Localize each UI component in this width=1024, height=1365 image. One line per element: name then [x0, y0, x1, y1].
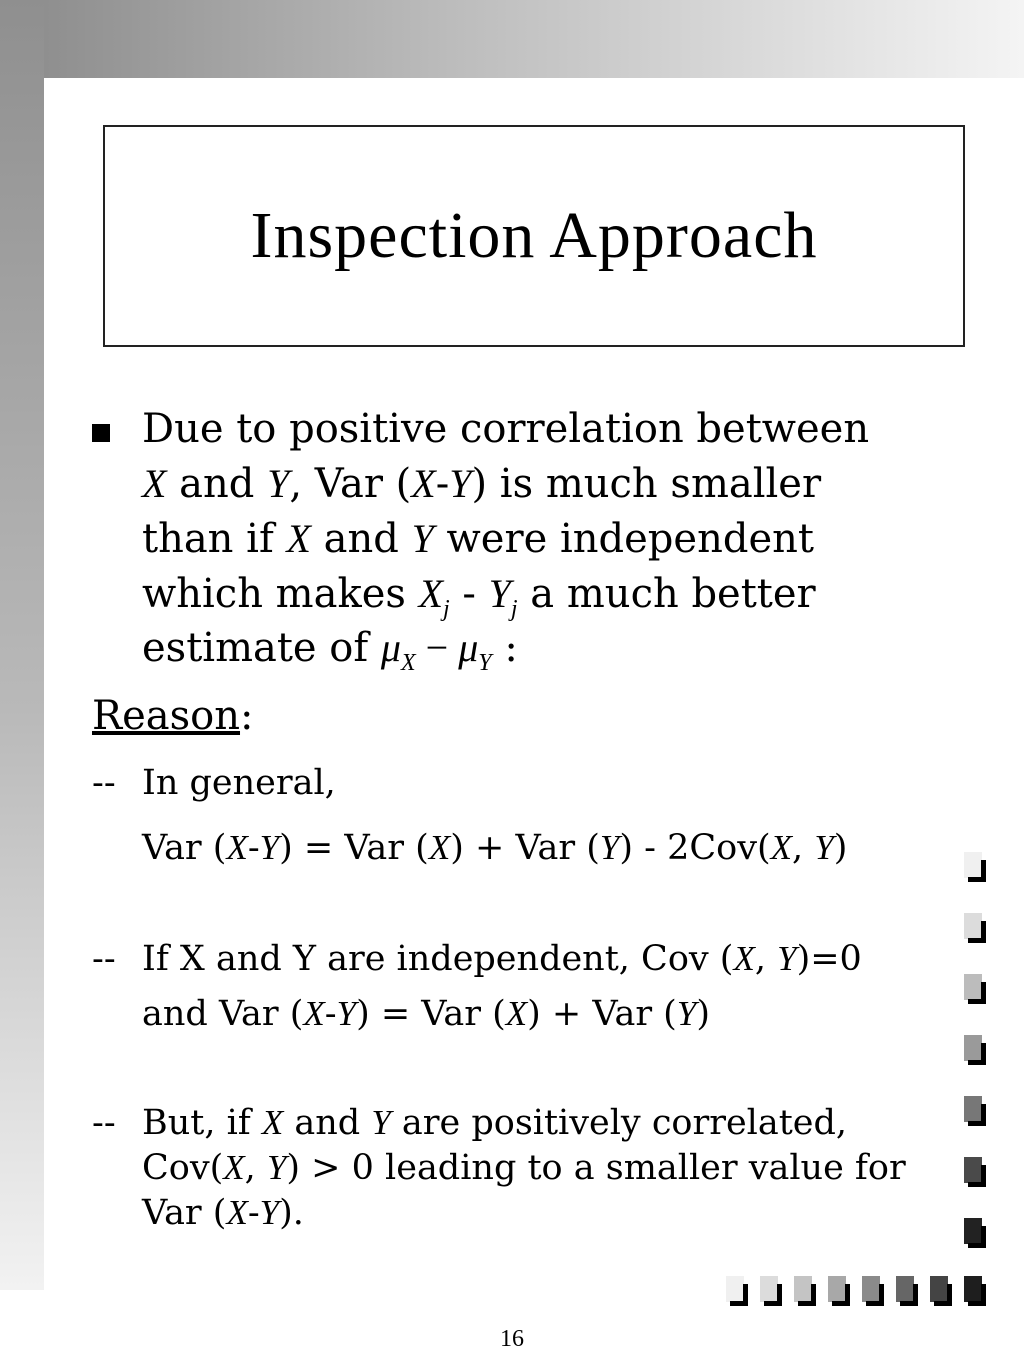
- decor-square-icon: [964, 1276, 982, 1302]
- decor-square-icon: [896, 1276, 914, 1302]
- bullet-line-4: which makes $X_j - Y_j$ a much better: [142, 571, 816, 622]
- decor-square-icon: [862, 1276, 880, 1302]
- left-gradient-bar: [0, 0, 44, 1290]
- decor-square-icon: [760, 1276, 778, 1302]
- decor-square-icon: [964, 974, 982, 1000]
- decor-square-icon: [964, 1035, 982, 1061]
- item-3-line-3: Var (X-Y).: [142, 1193, 304, 1233]
- item-3-dash: --: [92, 1103, 116, 1143]
- bullet-line-5: estimate of $\mu_X - \mu_Y$ :: [142, 625, 518, 676]
- item-3-line-1: But, if X and Y are positively correlated,: [142, 1103, 848, 1143]
- item-2-line-1: If X and Y are independent, Cov (X, Y)=0: [142, 939, 862, 979]
- slide-title: Inspection Approach: [250, 199, 818, 272]
- item-1-dash: --: [92, 763, 116, 803]
- reason-heading: Reason:: [92, 693, 254, 739]
- bullet-square-icon: [92, 424, 110, 442]
- decor-square-icon: [930, 1276, 948, 1302]
- decor-square-icon: [828, 1276, 846, 1302]
- item-1-text: In general,: [142, 763, 336, 803]
- title-box: [103, 125, 965, 347]
- bullet-line-3: than if X and Y were independent: [142, 516, 814, 562]
- decor-square-icon: [964, 1157, 982, 1183]
- decor-square-icon: [964, 913, 982, 939]
- top-gradient-bar: [0, 0, 1024, 78]
- decor-square-icon: [726, 1276, 744, 1302]
- bullet-line-2: X and Y, Var (X-Y) is much smaller: [142, 461, 822, 507]
- decor-square-icon: [964, 852, 982, 878]
- decor-square-icon: [794, 1276, 812, 1302]
- item-2-line-2: and Var (X-Y) = Var (X) + Var (Y): [142, 994, 710, 1034]
- decor-square-icon: [964, 1218, 982, 1244]
- item-3-line-2: Cov(X, Y) > 0 leading to a smaller value for: [142, 1148, 906, 1188]
- variance-formula: Var (X-Y) = Var (X) + Var (Y) - 2Cov(X, Y): [142, 828, 848, 868]
- decor-square-icon: [964, 1096, 982, 1122]
- page-number: 16: [500, 1326, 524, 1352]
- bullet-line-1: Due to positive correlation between: [142, 406, 870, 452]
- item-2-dash: --: [92, 939, 116, 979]
